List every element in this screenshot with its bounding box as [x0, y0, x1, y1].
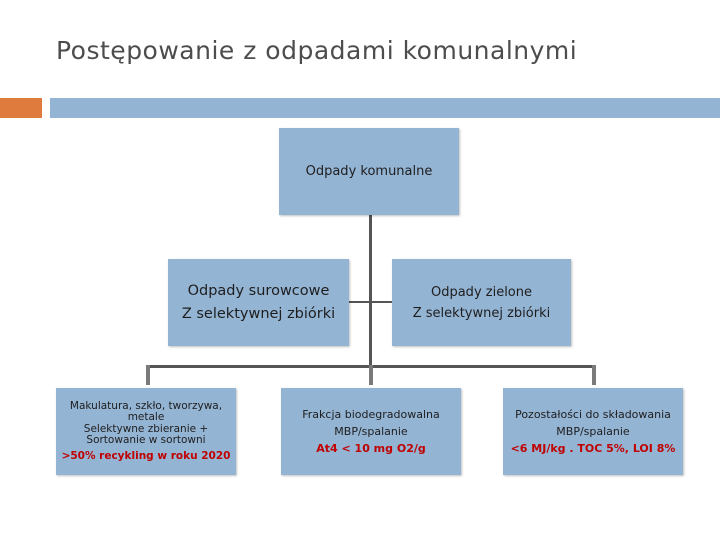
root-label: Odpady komunalne	[305, 164, 433, 179]
leaf-right-highlight: <6 MJ/kg . TOC 5%, LOI 8%	[510, 442, 676, 455]
leaf-node-right	[503, 388, 683, 475]
connector-drop-left	[146, 365, 150, 385]
leaf-right-line1: Pozostałości do składowania	[515, 408, 671, 421]
leaf-node-left	[56, 388, 236, 475]
leaf-left-line2: metale	[127, 411, 165, 424]
mid-left-line1: Odpady surowcowe	[187, 282, 330, 299]
connector-drop-center	[369, 365, 373, 385]
leaf-left-highlight: >50% recykling w roku 2020	[61, 449, 231, 462]
connector-drop-right	[592, 365, 596, 385]
leaf-center-line2: MBP/spalanie	[334, 425, 408, 438]
connector-trunk	[369, 215, 372, 367]
accent-bar	[0, 98, 42, 118]
connector-mid-join	[343, 301, 395, 303]
leaf-left-line1: Makulatura, szkło, tworzywa,	[69, 399, 223, 412]
header-bar	[50, 98, 720, 118]
mid-left-line2: Z selektywnej zbiórki	[181, 305, 336, 322]
root-node	[279, 128, 459, 215]
slide-title: Postępowanie z odpadami komunalnymi	[56, 36, 578, 65]
mid-right-line2: Z selektywnej zbiórki	[412, 305, 551, 321]
leaf-left-line4: Sortowanie w sortowni	[86, 434, 206, 447]
leaf-center-highlight: At4 < 10 mg O2/g	[316, 442, 426, 455]
mid-node-right	[392, 259, 571, 346]
leaf-node-center	[281, 388, 461, 475]
leaf-left-line3: Selektywne zbieranie +	[83, 422, 209, 435]
leaf-right-line2: MBP/spalanie	[556, 425, 630, 438]
mid-node-left	[168, 259, 349, 346]
leaf-center-line1: Frakcja biodegradowalna	[302, 408, 440, 421]
mid-right-line1: Odpady zielone	[430, 284, 533, 300]
